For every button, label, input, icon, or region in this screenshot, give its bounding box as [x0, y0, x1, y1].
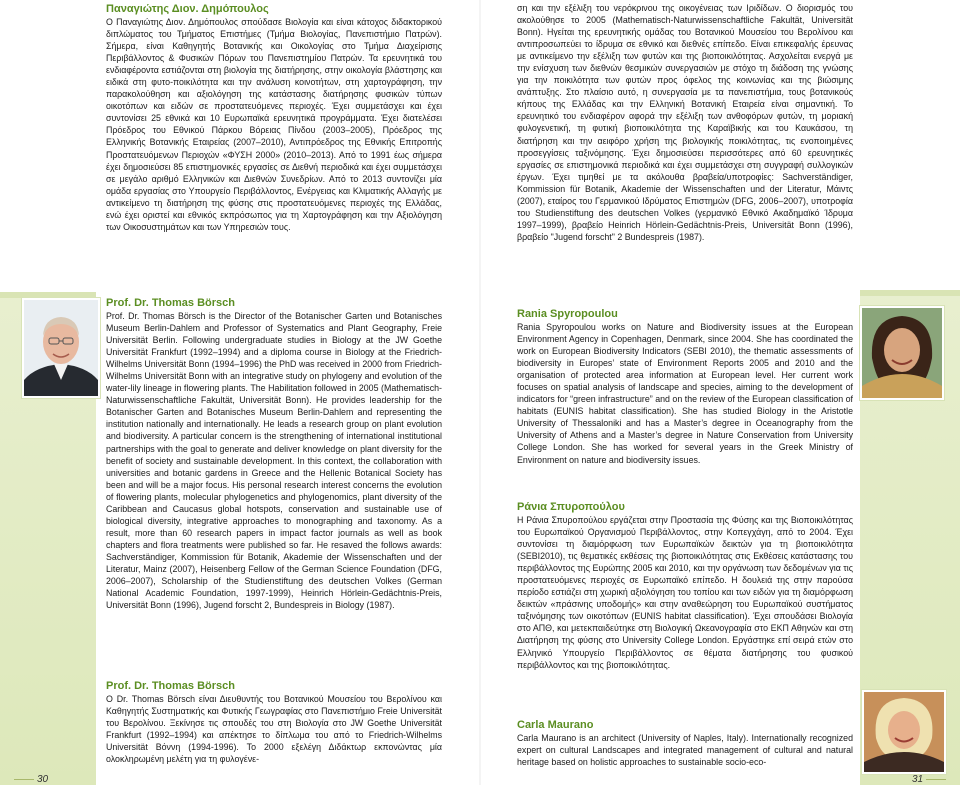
bio-maurano — [517, 718, 853, 768]
bio-spyropoulou-en — [517, 307, 853, 466]
photo-portrait-woman-blonde-icon — [864, 692, 944, 772]
paragraph-dimopoulos: Ο Παναγιώτης Διον. Δημόπουλος σπούδασε Βιολογία και είναι κάτοχος διδακτορικού διπλώματος του Τμήματος Επιστήμες (Τμήμα Βιολογίας, Πανεπιστήμιο Πατρών). Σήμερα, είναι Καθηγητής Βοτανικής και Οικολογίας στο Τμήμα Διαχείρισης Περιβάλλοντος & Φυσικών Πόρων του Πανεπιστημίου Πατρών. Τα ερευνητικά του ενδιαφέροντα εστιάζονται στη βιολογία της διατήρησης, στην οικολογία βλάστησης και ειδικά στη φυτο-ποικιλότητα και την ανάλυση κοινοτήτων, στη χαρτογράφηση, την παρακολούθηση και αξιολόγηση της κατάστασης διατήρησης φυσικών τύπων οικοτόπων και ειδών σε προστατευόμενες περιοχές. Έχει συμμετάσχει και έχει συντονίσει 25 εθνικά και 10 Ευρωπαϊκά ερευνητικά προγράμματα. Έχει διατελέσει Πρόεδρος του Εθνικού Πάρκου Βόρειας Πίνδου (2003–2005), Πρόεδρος της Ελληνικής Βοτανικής Εταιρείας (2007–2010), Αντιπρόεδρος της Εθνικής Επιτροπής Προστατευόμενων Περιοχών «ΦΥΣΗ 2000» (2010–2013). Από το 1991 έως σήμερα έχει δημοσιεύσει 85 επιστημονικές εργασίες σε Διεθνή περιοδικά και έχει συμμετάσχει σε μεγάλο αριθμό Ελληνικών και Διεθνών Συνεδρίων. Από το 2013 συντονίζει μία ομάδα εργασίας στο Υπουργείο Περιβάλλοντος, Ενέργειας και Κλιματικής Αλλαγής με αντικείμενο τη διατήρηση της φύσης στις προστατευόμενες περιοχές της Ελλάδας, ενώ έχει οριστεί και εθνικός εκπρόσωπος για τη Χαρτογράφηση και την Αξιολόγηση των Οικοσυστημάτων και των Υπηρεσιών τους. — [106, 17, 442, 232]
portrait-borsch — [22, 298, 100, 398]
photo-portrait-man-glasses-icon — [24, 300, 98, 396]
heading-borsch-gr: Prof. Dr. Thomas Börsch — [106, 680, 235, 692]
portrait-maurano — [862, 690, 946, 774]
bio-borsch-en — [106, 296, 442, 611]
paragraph-borsch-gr-continued: ση και την εξέλιξη του νερόκρινου της οικογένειας των Ιριδίδων. Ο διορισμός του ακολούθησε το 2005 (Mathematisch-Naturwissenschaftliche Fakultät, Universität Bonn). Ηγείται της ερευνητικής ομάδας του Βοτανικού Μουσείου του Βερολίνου και αντιπροσωπεύει το ίδρυμα σε εθνικό και διεθνές επίπεδο. Είναι επικεφαλής έρευνας με αντικείμενο την εξέλιξη των φυτών και της βιοποικιλότητας. Ασχολείται ενεργά με την ενίσχυση των διεθνών θεσμικών συνεργασιών με στόχο τη διάδοση της γνώσης για την ποικιλότητα των φυτών προς όφελος της κοινωνίας και της βιώσιμης ανάπτυξης. Στο πλαίσιο αυτό, η συνεργασία με τα πανεπιστήμια, τους βοτανικούς κήπους της Ελλάδας και την Ελληνική Βοτανική Εταιρεία είναι σημαντική. Το ερευνητικό του ενδιαφέρον αφορά την εξέλιξη των ανθοφόρων φυτών, τη μοριακή φυλογενετική, τη φυτική βιοποικιλότητα της Καραϊβικής και του Καυκάσου, τη διατήρηση και την αειφόρο χρήση της βιολογικής ποικιλότητας, τις ενοποιημένες προσεγγίσεις ταξινόμησης. Έχει δημοσιεύσει περισσότερες από 60 ερευνητικές εργασίες σε επιστημονικά περιοδικά και έχει συμμετάσχει στη συγγραφή συλλογικών έργων. Έχει τιμηθεί με τα ακόλουθα βραβεία/υποτροφίες: Sachverständiger, Kommission für Botanik, Akademie der Wissenschaften und der Literatur, Μάιντς (2007), εταίρος του Γερμανικού Ιδρύματος Επιστημών (DFG, 2006–2007), υποτροφία του Studienstiftung des deutschen Volkes (γερμανικό Εθνικό Ακαδημαϊκό Ίδρυμα 1997–1999), βραβείο Heinrich Hörlein-Gedächtnis-Preis, Universität Bonn (1996), βραβείο "Jugend forscht" 2 Bundespreis (1987). — [517, 3, 853, 242]
paragraph-maurano: Carla Maurano is an architect (University of Naples, Italy). Internationally recognized expert on cultural Landscapes and integrated management of cultural and natural heritage based on holistic approaches to sustainable socio-eco- — [517, 733, 853, 768]
page-number-right: 31 — [912, 774, 924, 785]
heading-maurano: Carla Maurano — [517, 719, 594, 731]
heading-dimopoulos: Παναγιώτης Διον. Δημόπουλος — [106, 3, 269, 15]
page-number-rule-left — [14, 779, 34, 780]
paragraph-borsch-en: Prof. Dr. Thomas Börsch is the Director of the Botanischer Garten und Botanisches Museum Berlin-Dahlem and Professor of Systematics and Plant Geography, Freie Universität Berlin. Following undergraduate studies in Biology at the JW Goethe Universität Frankfurt (1992–1994) and a diploma course in Biology at the Friedrich-Wilhelms Universität Bonn (1994–1996) the PhD was received in 2000 from Friedrich-Wilhelms Universität Bonn with an integrative study on phylogeny and evolution of the water-lily lineage in flowering plants. The Habilitation followed in 2005 (Mathematisch-Naturwissenschaftliche Fakultät, Universität Bonn). He provides leadership for the Botanischer Garten and Botanisches Museum Berlin-Dahlem and representing the institution nationally and internationally. He leads a research group on plant evolution and biodiversity. A particular concern is the strengthening of international institutional partnerships with the goal to generate and deliver knowledge on plant diversity for the benefit of society and sustainable development. In this context, the collaboration with universities and botanic gardens in Greece and the Hellenic Botanical Society has been and will be a major focus. His personal research interest concerns the evolution of flowering plants, molecular phylogenetics and phylogenomics, plant diversity of the Caribbean and Caucasus global hotspots, conservation and sustainable use of biological diversity, integrative approaches to monographing and taxonomy. As a result, more than 60 research papers in impact factor journals as well as book chapters and flora treatments were published so far. He resaved the follows awards: Sachverständiger, Kommission für Botanik, Akademie der Wissenschaften und der Literatur, Mainz (2007), Heisenberg Fellow of the German Science Foundation (DFG, 2006–2007), Scholarship of the Studienstiftung des deutschen Volkes (German National Academic Foundation, 1997-1999), Heinrich Hörlein-Gedächtnis-Preis, Universität Bonn (1996), Jugend forscht 2, Bundespreis in Biology (1987). — [106, 311, 442, 611]
bio-borsch-gr-continued — [517, 2, 853, 243]
bio-spyropoulou-gr — [517, 500, 853, 671]
photo-portrait-woman-dark-hair-icon — [862, 308, 942, 398]
paragraph-borsch-gr: Ο Dr. Thomas Börsch είναι Διευθυντής του Βοτανικού Μουσείου του Βερολίνου και Καθηγητής Συστηματικής και Φυτικής Γεωγραφίας στο Πανεπιστήμιο Freie Universität του Βερολίνου. Ξεκίνησε τις σπουδές του στη Βιολογία στο JW Goethe Universität Frankfurt (1992–1994) και απέκτησε το δίπλωμα του από το Friedrich-Wilhelms Universität Βόννη (1994-1996). Το 2000 εξελέγη Διδάκτωρ εκπονώντας μία ολοκληρωμένη μελέτη για τη φυλογένε- — [106, 694, 442, 765]
paragraph-spyropoulou-gr: Η Ράνια Σπυροπούλου εργάζεται στην Προστασία της Φύσης και της Βιοποικιλότητας του Ευρωπαϊκού Οργανισμού Περιβάλλοντος, στην Κοπεγχάγη, από το 2004. Έχει συντονίσει τη διαμόρφωση των Ευρωπαϊκών δεικτών για τη βιοποικιλότητα (SEBI2010), τις θεματικές εκθέσεις της βιοποικιλότητας στις Εκθέσεις κατάστασης του περιβάλλοντος της Ευρώπης 2005 και 2010, και την οργάνωση των δεδομένων για τις προστατευόμενες περιοχές σε Ευρωπαϊκό επίπεδο. Η δουλειά της στην παρούσα περίοδο εστιάζει στη χωρική αξιολόγηση του τοπίου και των ειδών για τη διαμόρφωση δεικτών «πράσινης υποδομής» και στην αναθεώρηση του Ευρωπαϊκού συστήματος ταξινόμησης των οικοτόπων (EUNIS habitat classification). Έχει σπουδάσει Βιολογία στο ΑΠΘ, και μετεκπαιδεύτηκε στη Βιολογική Ωκεανογραφία στο ΕΚΠ Αθηνών και στη Διατήρηση της φύσης στο University College London. Εργάστηκε επί σειρά ετών στο Ελληνικό Υπουργείο Περιβάλλοντος σε θέματα διατήρησης του φυσικού περιβάλλοντος και της βιοποικιλότητας. — [517, 515, 853, 670]
paragraph-spyropoulou-en: Rania Spyropoulou works on Nature and Biodiversity issues at the European Environment Agency in Copenhagen, Denmark, since 2004. She has coordinated the work on European Biodiversity Indicators (SEBI 2010), the thematic assessments of biodiversity in Europes’ state of Environment Reports 2005 and 2010 and the organisation of protected area information at European level. Her current work focuses on spatial analysis of landscape and species, aiming to the development of indicators for “green infrastructure” and on the review of the European classification of habitats (EUNIS habitat classification). She has studied Biology in the Aristotle University of Thessaloniki and has a Master’s degree in Oceanography from the University of Athens and a Master’s degree in Nature Conservation from University College London. She has worked for several years in the Greek Ministry of Environment on nature and biodiversity issues. — [517, 322, 853, 465]
portrait-spyropoulou — [860, 306, 944, 400]
bio-dimopoulos — [106, 2, 442, 233]
page-number-left: 30 — [37, 774, 49, 785]
page-number-rule-right — [926, 779, 946, 780]
right-page — [480, 0, 960, 785]
heading-spyropoulou-gr: Ράνια Σπυροπούλου — [517, 501, 625, 513]
heading-borsch-en: Prof. Dr. Thomas Börsch — [106, 297, 235, 309]
bio-borsch-gr — [106, 679, 442, 765]
heading-spyropoulou-en: Rania Spyropoulou — [517, 308, 618, 320]
